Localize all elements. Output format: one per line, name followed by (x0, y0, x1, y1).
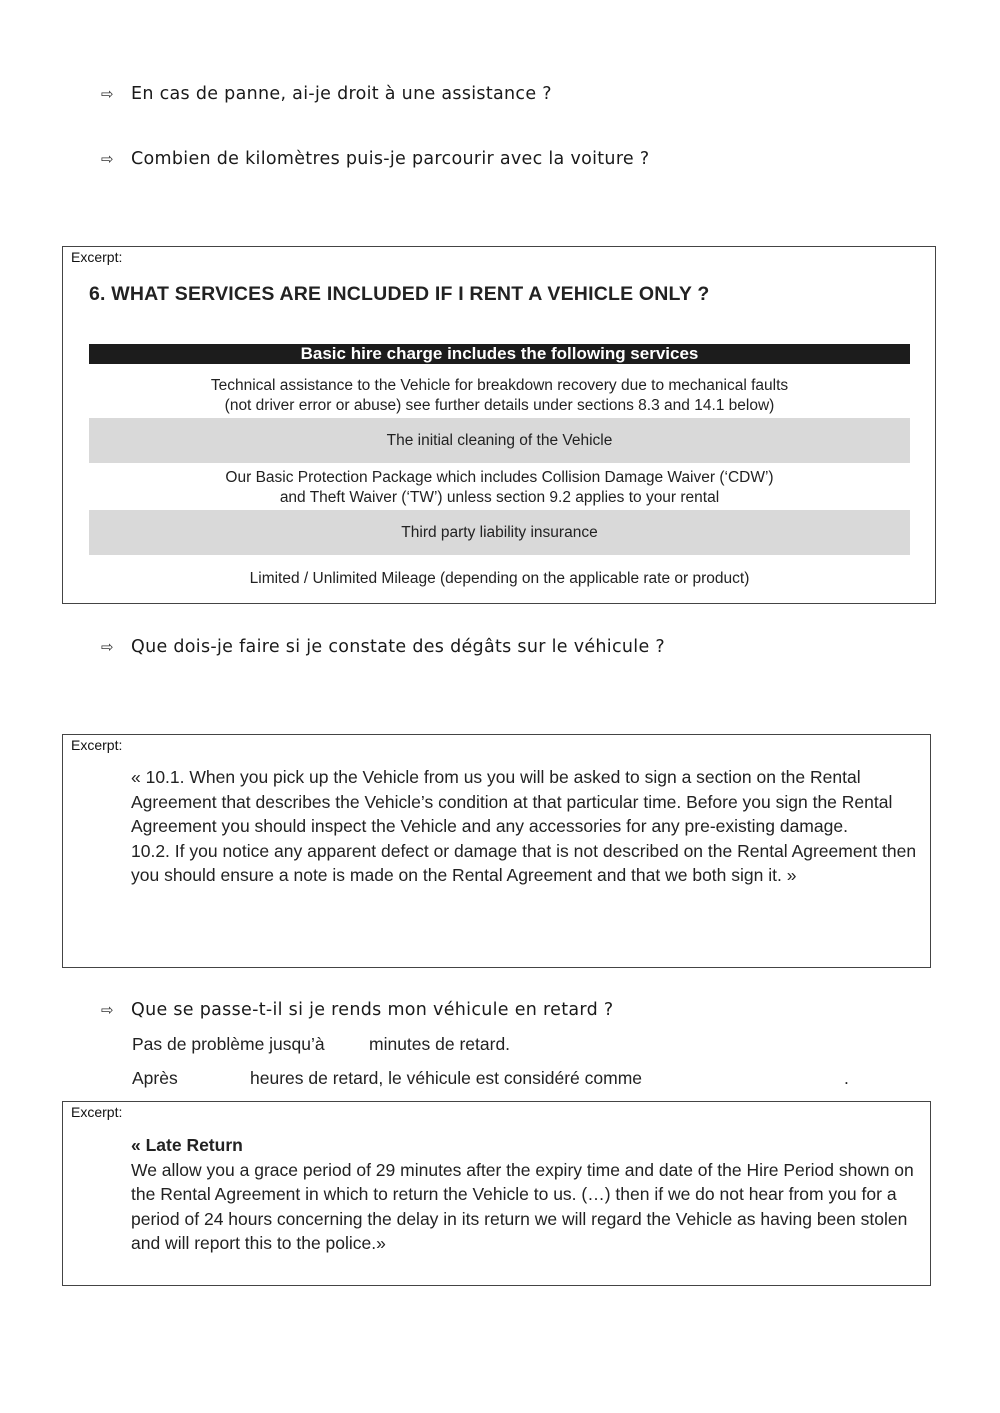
service-row-protection (89, 468, 910, 508)
service-row-line: and Theft Waiver (‘TW’) unless section 9.2 applies to your rental (279, 489, 720, 506)
service-row-line: The initial cleaning of the Vehicle (386, 432, 613, 449)
question-3-text: Que dois-je faire si je constate des dégâts sur le véhicule ? (131, 637, 665, 657)
service-row-assistance (89, 376, 910, 416)
service-row-line: Third party liability insurance (401, 524, 598, 541)
question-2-text: Combien de kilomètres puis-je parcourir avec la voiture ? (131, 149, 650, 169)
excerpt-late-return-box (62, 1101, 931, 1286)
question-1-text: En cas de panne, ai-je droit à une assistance ? (131, 84, 552, 104)
arrow-right-icon: ⇨ (101, 150, 114, 168)
fill-line-1-end: minutes de retard. (369, 1034, 511, 1054)
question-2 (101, 149, 649, 169)
fill-line-2-middle: heures de retard, le véhicule est considéré comme (250, 1068, 643, 1088)
late-return-heading: « Late Return (131, 1135, 243, 1155)
service-row-line: Our Basic Protection Package which includes Collision Damage Waiver (‘CDW’) (225, 469, 774, 486)
service-row-line: Limited / Unlimited Mileage (depending on the applicable rate or product) (249, 570, 750, 587)
late-return-text (131, 1133, 926, 1256)
excerpt-damage-box (62, 734, 931, 968)
excerpt-label: Excerpt: (71, 1104, 123, 1120)
service-row-line: (not driver error or abuse) see further details under sections 8.3 and 14.1 below) (224, 397, 775, 414)
service-row-line: Technical assistance to the Vehicle for breakdown recovery due to mechanical faults (210, 377, 789, 394)
fill-line-2-end: . (844, 1068, 849, 1088)
excerpt-label: Excerpt: (71, 737, 123, 753)
paragraph-10-2: 10.2. If you notice any apparent defect or damage that is not described on the Rental Agreement then you should ensure a note is made on the Rental Agreement and that we both sign it. » (131, 840, 917, 886)
arrow-right-icon: ⇨ (101, 638, 114, 656)
arrow-right-icon: ⇨ (101, 1001, 114, 1019)
excerpt-label: Excerpt: (71, 249, 123, 265)
question-1 (101, 84, 552, 104)
services-header: Basic hire charge includes the following services (89, 344, 910, 364)
section-title: 6. WHAT SERVICES ARE INCLUDED IF I RENT A VEHICLE ONLY ? (89, 283, 710, 305)
fill-line-2-start: Après (132, 1068, 178, 1088)
excerpt-services-box (62, 246, 936, 604)
paragraph-10-1: « 10.1. When you pick up the Vehicle from us you will be asked to sign a section on the Rental Agreement that describes the Vehicle’s condition at that particular time. Before you sign the Rental Agreement you should inspect the Vehicle and any accessories for any pre-existing damage. (131, 767, 893, 837)
service-row-liability (89, 510, 910, 555)
fill-line-1-start: Pas de problème jusqu’à (132, 1034, 325, 1054)
question-4 (101, 1000, 613, 1020)
damage-paragraphs (131, 765, 921, 888)
service-row-mileage (89, 569, 910, 589)
service-row-cleaning (89, 418, 910, 463)
question-3 (101, 637, 665, 657)
question-4-text: Que se passe-t-il si je rends mon véhicule en retard ? (131, 1000, 614, 1020)
arrow-right-icon: ⇨ (101, 85, 114, 103)
late-return-body: We allow you a grace period of 29 minutes after the expiry time and date of the Hire Period shown on the Rental Agreement in which to return the Vehicle to us. (…) then if we do not hear from you for a period of 24 hours concerning the delay in its return we will regard the Vehicle as having been stolen and will report this to the police.» (131, 1159, 914, 1254)
